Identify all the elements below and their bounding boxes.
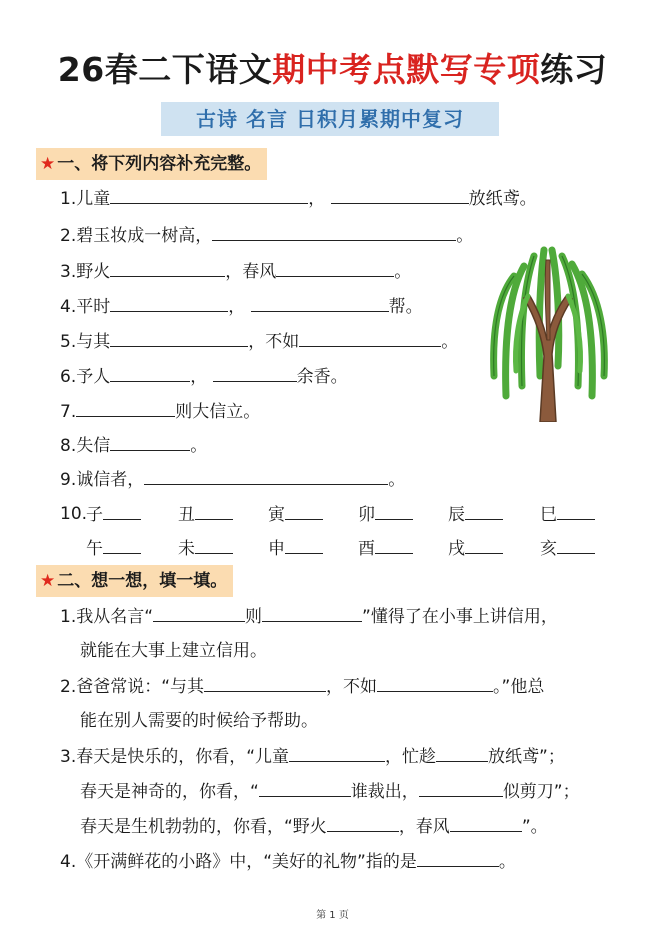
answer-blank[interactable]	[289, 744, 385, 762]
answer-blank[interactable]	[213, 364, 297, 382]
question-9: 9.诚信者， 。	[60, 467, 405, 492]
answer-blank[interactable]	[557, 502, 595, 520]
question-6: 6.予人 ， 余香。	[60, 364, 348, 389]
answer-blank[interactable]	[153, 604, 245, 622]
answer-blank[interactable]	[331, 186, 469, 204]
question-5: 5.与其 ，不如 。	[60, 329, 458, 354]
question-8: 8.失信 。	[60, 433, 207, 458]
subtitle: 古诗 名言 日积月累期中复习	[196, 107, 464, 131]
question-3: 3.野火 ，春风 。	[60, 259, 411, 284]
question-10-prefix: 10.	[60, 504, 88, 524]
s2-question-1-line-2: 就能在大事上建立信用。	[80, 641, 267, 661]
page-number: 第 1 页	[316, 910, 349, 921]
question-4: 4.平时 ， 帮。	[60, 294, 423, 319]
answer-blank[interactable]	[375, 502, 413, 520]
zodiac-item: 寅	[268, 502, 323, 527]
answer-blank[interactable]	[110, 294, 228, 312]
s2-question-2-line-2: 能在别人需要的时候给予帮助。	[80, 711, 318, 731]
answer-blank[interactable]	[285, 502, 323, 520]
answer-blank[interactable]	[110, 329, 248, 347]
answer-blank[interactable]	[377, 674, 493, 692]
zodiac-item: 丑	[178, 502, 233, 527]
question-7: 7. 则大信立。	[60, 399, 260, 424]
zodiac-item: 辰	[448, 502, 503, 527]
zodiac-item: 巳	[540, 502, 595, 527]
question-2: 2.碧玉妆成一树高， 。	[60, 223, 473, 248]
willow-tree-icon	[484, 236, 612, 422]
answer-blank[interactable]	[557, 536, 595, 554]
answer-blank[interactable]	[375, 536, 413, 554]
answer-blank[interactable]	[144, 467, 388, 485]
answer-blank[interactable]	[110, 364, 190, 382]
s2-question-2-line-1: 2.爸爸常说：“与其 ，不如 。”他总	[60, 674, 544, 699]
answer-blank[interactable]	[465, 536, 503, 554]
page-title: 26春二下语文期中考点默写专项练习	[57, 50, 608, 89]
answer-blank[interactable]	[419, 779, 503, 797]
answer-blank[interactable]	[204, 674, 326, 692]
answer-blank[interactable]	[465, 502, 503, 520]
answer-blank[interactable]	[299, 329, 441, 347]
s2-question-1-line-1: 1.我从名言“ 则 ”懂得了在小事上讲信用，	[60, 604, 558, 629]
answer-blank[interactable]	[110, 186, 308, 204]
answer-blank[interactable]	[103, 502, 141, 520]
answer-blank[interactable]	[103, 536, 141, 554]
zodiac-item: 申	[268, 536, 323, 561]
zodiac-item: 戌	[448, 536, 503, 561]
answer-blank[interactable]	[110, 259, 225, 277]
answer-blank[interactable]	[262, 604, 362, 622]
s2-question-3-line-1: 3.春天是快乐的，你看，“儿童 ，忙趁 放纸鸢”；	[60, 744, 565, 769]
zodiac-item: 酉	[358, 536, 413, 561]
answer-blank[interactable]	[110, 433, 190, 451]
answer-blank[interactable]	[195, 502, 233, 520]
answer-blank[interactable]	[327, 814, 399, 832]
s2-question-3-line-3: 春天是生机勃勃的，你看，“野火 ，春风 ”。	[80, 814, 548, 839]
zodiac-item: 午	[86, 536, 141, 561]
s2-question-4: 4.《开满鲜花的小路》中，“美好的礼物”指的是 。	[60, 849, 516, 874]
zodiac-item: 未	[178, 536, 233, 561]
zodiac-item: 卯	[358, 502, 413, 527]
section-1-heading: ★ 一、将下列内容补充完整。	[36, 148, 267, 180]
answer-blank[interactable]	[195, 536, 233, 554]
star-icon: ★	[40, 154, 56, 174]
zodiac-item: 亥	[540, 536, 595, 561]
s2-question-3-line-2: 春天是神奇的，你看，“ 谁裁出， 似剪刀”；	[80, 779, 580, 804]
question-1: 1.儿童 ， 放纸鸢。	[60, 186, 537, 211]
answer-blank[interactable]	[259, 779, 351, 797]
answer-blank[interactable]	[212, 223, 456, 241]
answer-blank[interactable]	[276, 259, 394, 277]
answer-blank[interactable]	[417, 849, 499, 867]
zodiac-item: 子	[86, 502, 141, 527]
star-icon: ★	[40, 571, 56, 591]
answer-blank[interactable]	[450, 814, 522, 832]
answer-blank[interactable]	[251, 294, 389, 312]
answer-blank[interactable]	[436, 744, 488, 762]
answer-blank[interactable]	[76, 399, 175, 417]
answer-blank[interactable]	[285, 536, 323, 554]
section-2-heading: ★ 二、想一想，填一填。	[36, 565, 233, 597]
